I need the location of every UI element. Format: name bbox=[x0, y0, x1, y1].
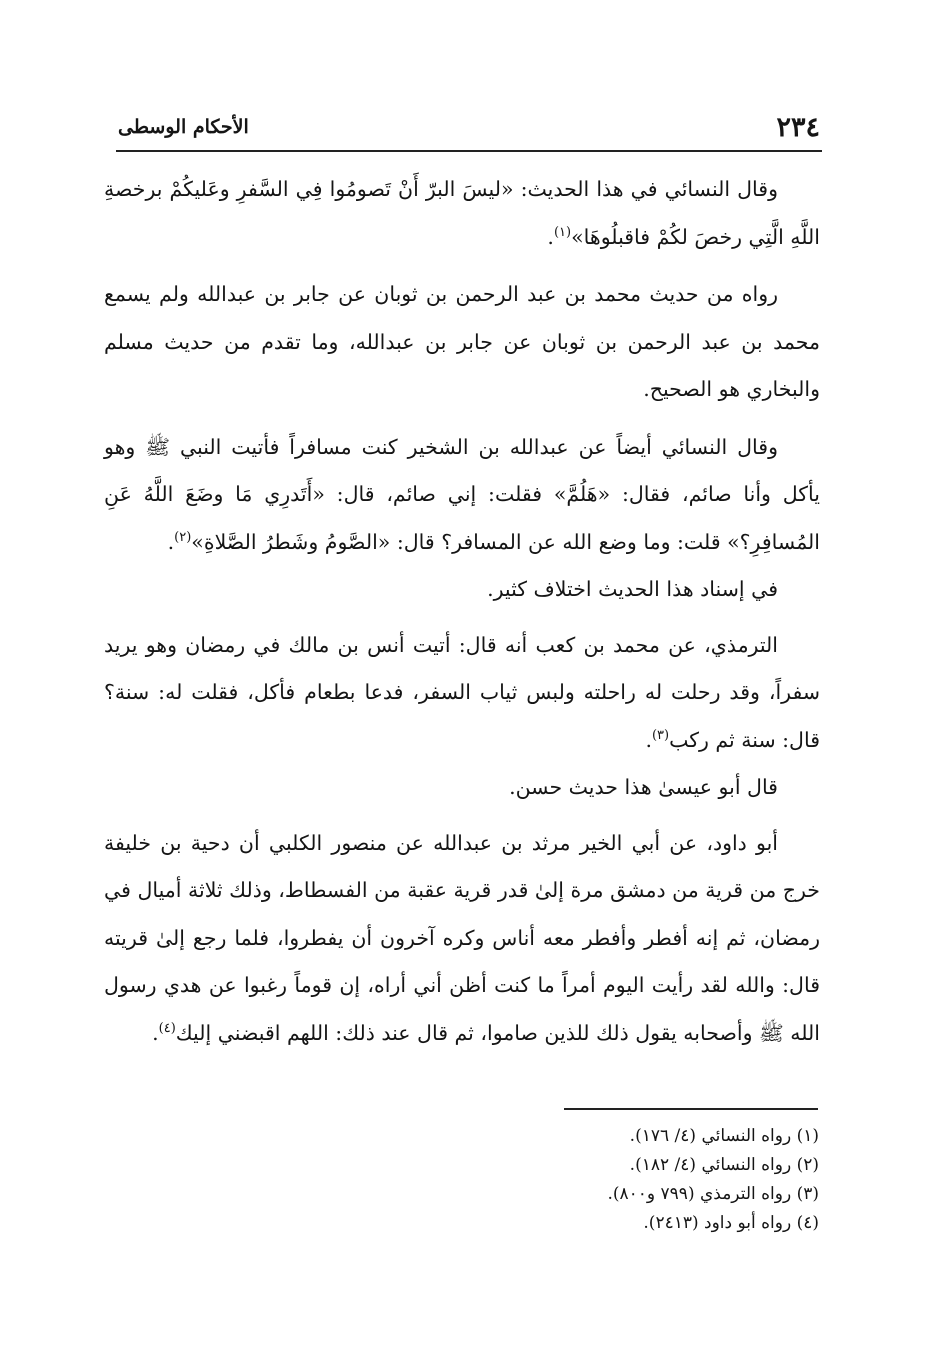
running-title: الأحكام الوسطى bbox=[118, 116, 249, 138]
footnote-3: (٣) رواه الترمذي (٧٩٩ و٨٠٠). bbox=[607, 1184, 819, 1204]
paragraph-tirmidhi: الترمذي، عن محمد بن كعب أنه قال: أتيت أنس بن مالك في رمضان وهو يريد سفراً، وقد رحلت له راحلته ولبس ثياب السفر، فدعا بطعام فأكل، فقلت له: سنة؟ قال: سنة ثم ركب$^{(٣)}$. bbox=[104, 632, 820, 752]
page-header bbox=[118, 112, 820, 148]
paragraph-ibn-shikhir: وقال النسائي أيضاً عن عبدالله بن الشخير كنت مسافراً فأتيت النبي ﷺ وهو يأكل وأنا صائم، فقال: «هَلُمَّ» فقلت: إني صائم، قال: «أَتَدرِي مَا وضَعَ اللَّهُ عَنِ المُسافِرِ؟» قلت: وما وضع الله عن المسافر؟ قال: «الصَّومُ وشَطرُ الصَّلاةِ»$^{(٢)}$. bbox=[104, 434, 820, 554]
header-rule bbox=[116, 150, 822, 152]
footnote-4: (٤) رواه أبو داود (٢٤١٣). bbox=[643, 1213, 819, 1233]
paragraph-nasai-hadith: وقال النسائي في هذا الحديث: «ليسَ البرّ أَنْ تَصومُوا فِي السَّفرِ وعَليكُمْ برخصةِ اللَّهِ الَّتِي رخصَ لكُمْ فاقبلُوهَا»$^{(١)}$. bbox=[104, 177, 820, 249]
footnotes bbox=[219, 1122, 819, 1238]
body-text bbox=[104, 166, 820, 1067]
footnote-ref-2: (٢) bbox=[174, 529, 192, 545]
footnote-ref-1: (١) bbox=[553, 224, 572, 240]
paragraph-isnad-note: رواه من حديث محمد بن عبد الرحمن بن ثوبان عن جابر بن عبدالله ولم يسمع محمد بن عبد الرحمن بن ثوبان عن جابر بن عبدالله، وما تقدم من حديث مسلم والبخاري هو الصحيح. bbox=[104, 282, 820, 401]
footnote-rule bbox=[564, 1108, 818, 1110]
footnote-1: (١) رواه النسائي (٤/ ١٧٦). bbox=[629, 1126, 819, 1146]
footnote-ref-3: (٣) bbox=[651, 727, 670, 743]
page-number: ٢٣٤ bbox=[776, 112, 820, 143]
footnote-2: (٢) رواه النسائي (٤/ ١٨٢). bbox=[629, 1155, 819, 1175]
footnote-ref-4: (٤) bbox=[158, 1020, 176, 1036]
paragraph-abu-isa: قال أبو عيسىٰ هذا حديث حسن. bbox=[509, 775, 778, 799]
paragraph-abu-dawud: أبو داود، عن أبي الخير مرثد بن عبدالله عن منصور الكلبي أن دحية بن خليفة خرج من قرية من دمشق مرة إلىٰ قدر قرية عقبة من الفسطاط، وذلك ثلاثة أميال في رمضان، ثم إنه أفطر وأفطر معه أناس وكره آخرون أن يفطروا، فلما رجع إلىٰ قريته قال: والله لقد رأيت اليوم أمراً ما كنت أظن أني أراه، إن قوماً رغبوا عن هدي رسول الله ﷺ وأصحابه يقول ذلك للذين صاموا، ثم قال عند ذلك: اللهم اقبضني إليك$^{(٤)}$. bbox=[104, 830, 820, 1045]
paragraph-isnad-ikhtilaf: في إسناد هذا الحديث اختلاف كثير. bbox=[487, 577, 778, 601]
